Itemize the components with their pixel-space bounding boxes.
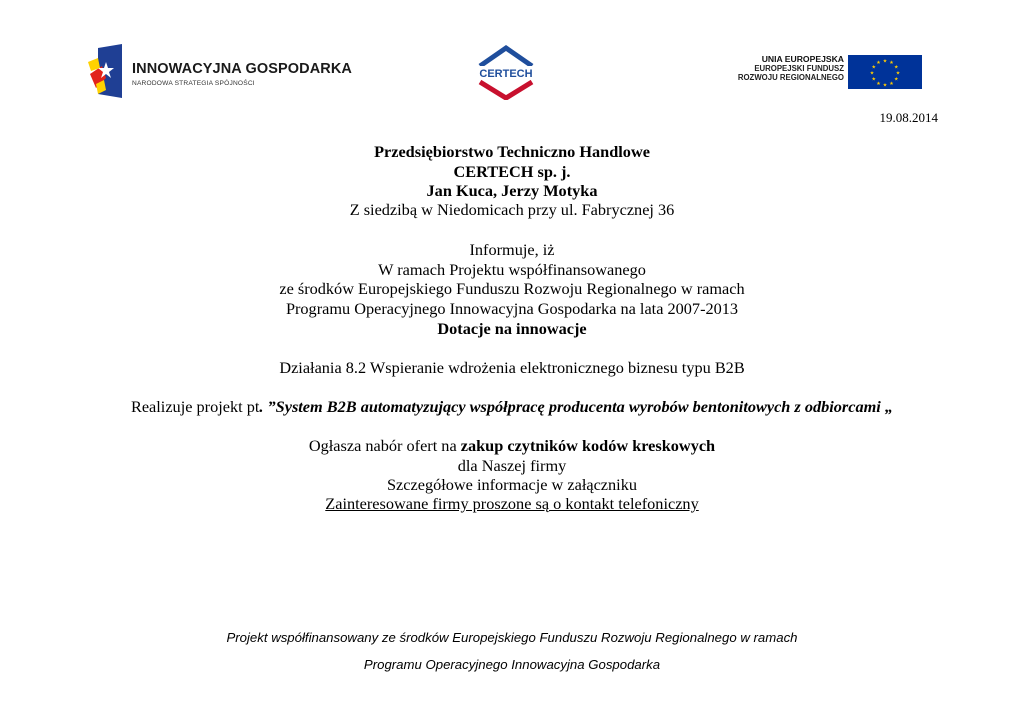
company-line-3: Jan Kuca, Jerzy Motyka — [426, 181, 598, 200]
info-line-5: Dotacje na innowacje — [437, 319, 587, 338]
svg-text:★: ★ — [871, 64, 876, 71]
eu-flag-icon — [848, 55, 922, 89]
svg-text:★: ★ — [869, 70, 875, 77]
announcement-subject: zakup czytników kodów kreskowych — [460, 436, 716, 455]
svg-text:★: ★ — [876, 60, 881, 67]
company-line-2: CERTECH sp. j. — [453, 162, 571, 181]
certech-logo-text: CERTECH — [479, 68, 533, 80]
announcement-line-1 — [0, 436, 1024, 456]
info-line-2: W ramach Projektu współfinansowanego — [378, 260, 646, 279]
svg-text:★: ★ — [889, 60, 894, 67]
innowacyjna-gospodarka-logo — [88, 42, 352, 102]
svg-text:★: ★ — [882, 82, 888, 89]
eu-line1: UNIA EUROPEJSKA — [761, 54, 844, 64]
ig-title: INNOWACYJNA GOSPODARKA — [132, 61, 352, 77]
info-line-3: ze środków Europejskiego Funduszu Rozwoju Regionalnego w ramach — [279, 279, 745, 298]
svg-text:★: ★ — [895, 70, 901, 77]
svg-text:★: ★ — [894, 64, 899, 71]
eu-logo — [700, 44, 936, 100]
announcement-line-3: Szczegółowe informacje w załączniku — [387, 475, 637, 494]
action-line: Działania 8.2 Wspieranie wdrożenia elektronicznego biznesu typu B2B — [279, 358, 745, 377]
announcement-contact-note: Zainteresowane firmy proszone są o kontakt telefoniczny — [325, 494, 699, 513]
eu-line3: ROZWOJU REGIONALNEGO — [737, 73, 844, 82]
svg-text:★: ★ — [882, 58, 888, 65]
info-line-1: Informuje, iż — [469, 240, 555, 259]
project-title: . ”System B2B automatyzujący współpracę producenta wyrobów bentonitowych z odbiorcami „ — [259, 397, 894, 416]
footer-line-1: Projekt współfinansowany ze środków Europejskiego Funduszu Rozwoju Regionalnego w ramach — [226, 630, 798, 645]
announcement-line-4 — [0, 494, 1024, 514]
svg-text:★: ★ — [876, 80, 881, 87]
eu-logo-text — [738, 55, 844, 82]
svg-text:★: ★ — [894, 76, 899, 83]
company-line-1: Przedsiębiorstwo Techniczno Handlowe — [374, 142, 650, 161]
footer-line-2: Programu Operacyjnego Innowacyjna Gospodarka — [363, 657, 661, 672]
document-date: 19.08.2014 — [879, 110, 938, 125]
eu-line2: EUROPEJSKI FUNDUSZ — [754, 64, 844, 73]
info-line-4: Programu Operacyjnego Innowacyjna Gospodarka na lata 2007-2013 — [285, 299, 739, 318]
announcement-line-2: dla Naszej firmy — [457, 456, 567, 475]
ig-emblem-icon — [88, 44, 124, 98]
svg-text:★: ★ — [871, 76, 876, 83]
announcement-prefix: Ogłasza nabór ofert na — [308, 436, 461, 455]
project-line — [0, 397, 1024, 417]
company-address: Z siedzibą w Niedomicach przy ul. Fabrycznej 36 — [349, 200, 675, 219]
certech-logo — [470, 44, 542, 100]
svg-text:★: ★ — [889, 80, 894, 87]
ig-subtitle: NARODOWA STRATEGIA SPÓJNOŚCI — [132, 80, 255, 87]
project-prefix: Realizuje projekt pt — [130, 397, 260, 416]
certech-emblem-icon — [470, 44, 542, 100]
